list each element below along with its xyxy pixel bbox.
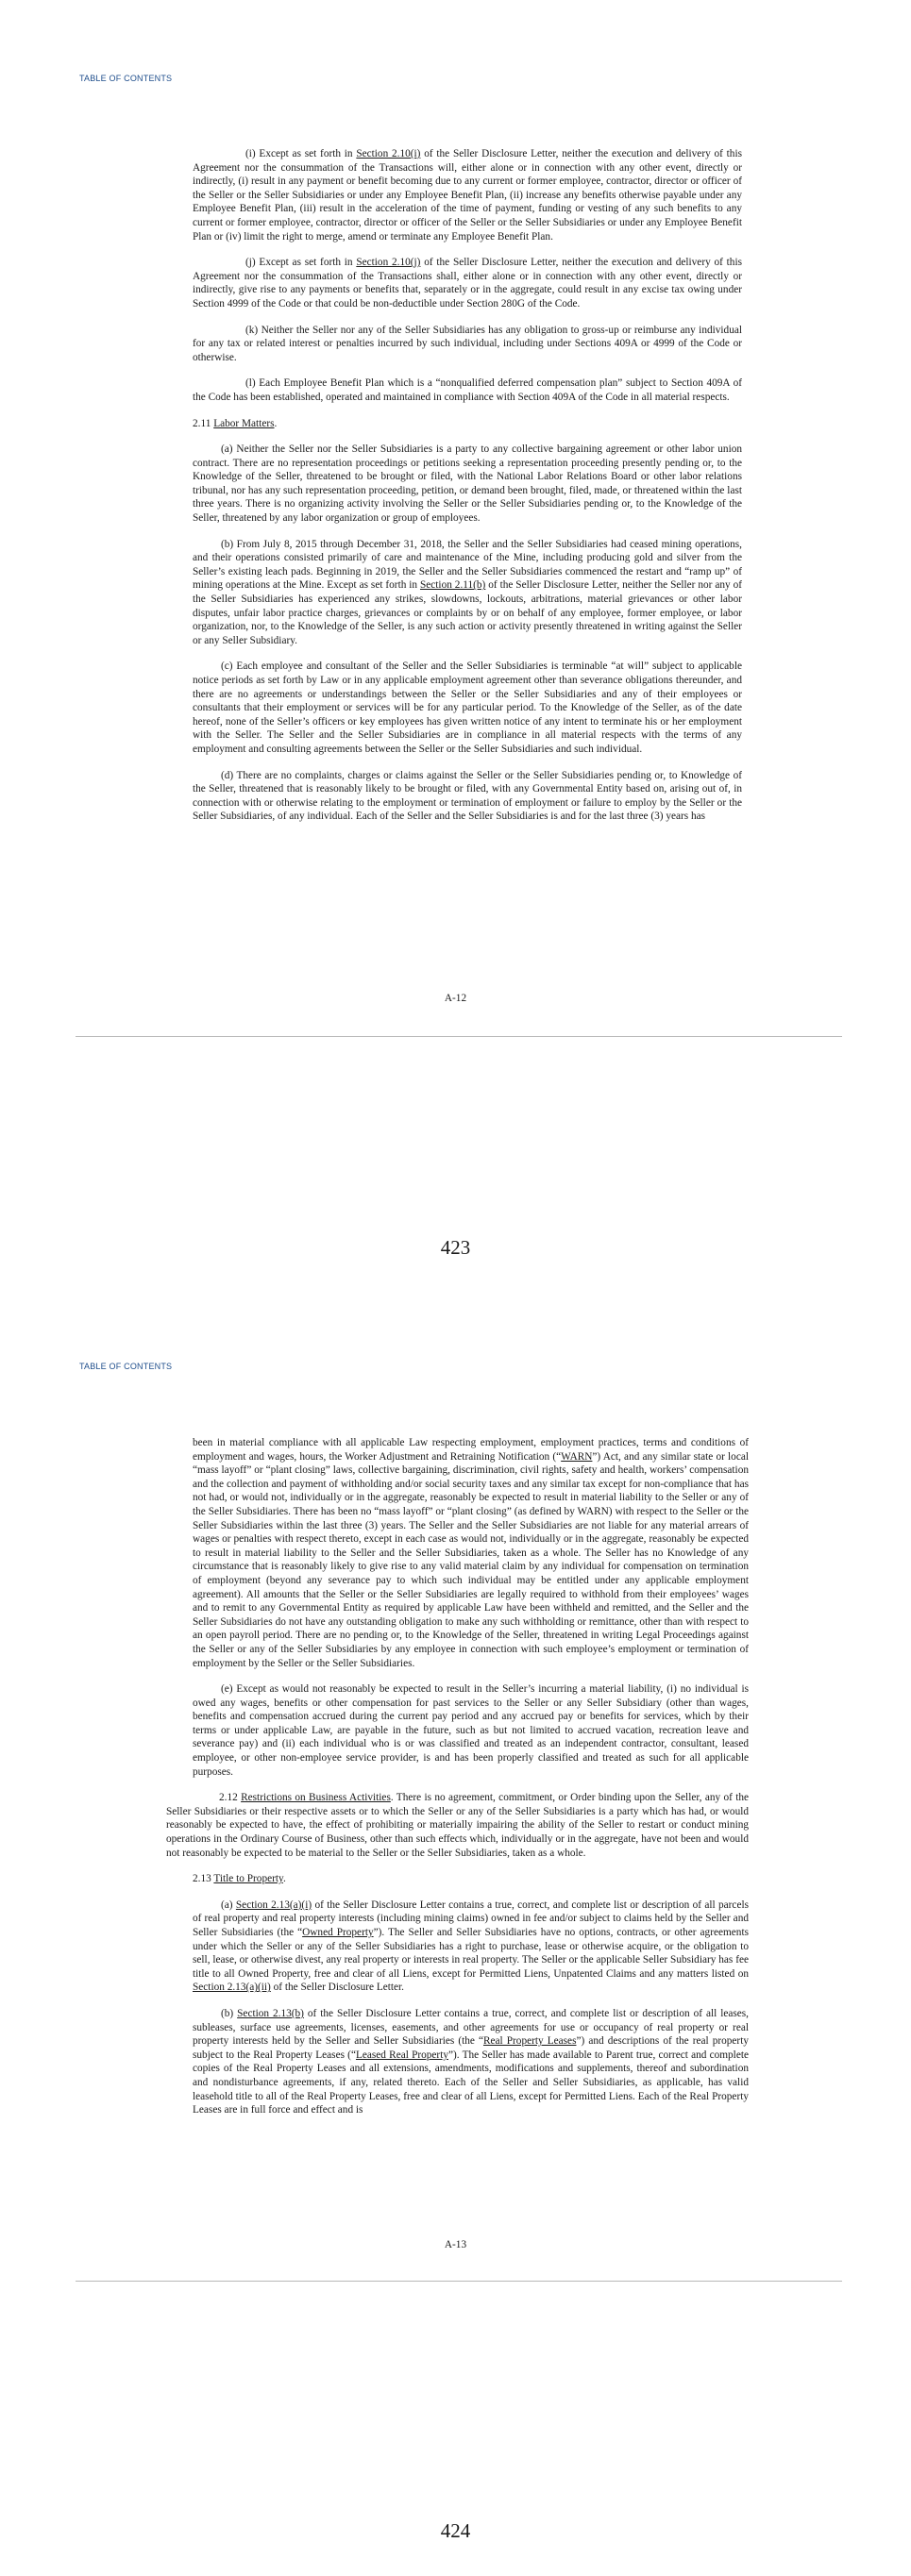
paragraph-2-13-b: (b) Section 2.13(b) of the Seller Disclosure Letter contains a true, correct, and complete list or description of all leases, subleases, surface use agreements, licenses, easements, and other agreements for use or occupancy of real property or real property interests held by the Seller and Seller Subsidiaries (the “Real Property Leases”) and descriptions of the real property subject to the Real Property Leases (“Leased Real Property”). The Seller has made available to Parent true, correct and complete copies of the Real Property Leases and all extensions, amendments, modifications and supplements, thereof and subordination and nondisturbance agreements, if any, related thereto. Each of the Seller and Seller Subsidiaries, as applicable, has valid leasehold title to all of the Real Property Leases, free and clear of all Liens, except for Permitted Liens. Each of the Real Property Leases are in full force and effect and is [193, 2007, 750, 2116]
section-2-13-b-link[interactable]: Section 2.13(b) [237, 2007, 304, 2019]
section-2-13-a-ii-link[interactable]: Section 2.13(a)(ii) [193, 1982, 271, 1994]
paragraph-2-10-i: (i) Except as set forth in Section 2.10(i) of the Seller Disclosure Letter, neither the execution and delivery of this Agreement nor the consummation of the Transactions will, either alone or in connection with any other event, directly or indirectly, (i) result in any payment or benefit becoming due to any current or former employee, contractor, director or officer of the Seller or the Seller Subsidiaries or under any Employee Benefit Plan, (ii) increase any benefits otherwise payable under any Employee Benefit Plan, (iii) result in the acceleration of the time of payment, funding or vesting of any such benefits to any current or former employee, contractor, director or officer of the Seller or the Seller Subsidiaries or under any Employee Benefit Plan or (iv) limit the right to merge, amend or terminate any Employee Benefit Plan. [193, 148, 742, 243]
page-divider-2 [76, 2281, 842, 2282]
paragraph-2-11-e: (e) Except as would not reasonably be expected to result in the Seller’s incurring a material liability, (i) no individual is owed any wages, benefits or other compensation for past services to the Seller or any Seller Subsidiary (other than wages, benefits and compensation accrued during the current pay period and any accrued pay or benefits for services, which by their terms or under applicable Law, are payable in the future, such as but not limited to accrued vacation, recreation leave and severance pay) and (ii) each individual who is or was classified and treated as an independent contractor, consultant, leased employee, or other non-employee service provider, is and has been properly classified and treated as such for all applicable purposes. [193, 1683, 749, 1778]
paragraph-2-10-l: (l) Each Employee Benefit Plan which is a “nonqualified deferred compensation plan” subject to Section 409A of the Code has been established, operated and maintained in compliance with Section 409A of the Code in all material respects. [193, 377, 742, 403]
paragraph-2-11-b: (b) From July 8, 2015 through December 31, 2018, the Seller and the Seller Subsidiaries had ceased mining operations, and their operations consisted primarily of care and maintenance of the Mine, including producing gold and silver from the Seller’s existing leach pads. Beginning in 2019, the Seller and the Seller Subsidiaries commenced the restart and “ramp up” of mining operations at the Mine. Except as set forth in Section 2.11(b) of the Seller Disclosure Letter, neither the Seller nor any of the Seller Subsidiaries has experienced any strikes, slowdowns, lockouts, arbitrations, material grievances or other labor disputes, unfair labor practice charges, grievances or complaints by or on behalf of any employee, former employee, or labor organization, nor, to the Knowledge of the Seller, is any such action or activity presently threatened in writing against the Seller or any Seller Subsidiary. [193, 538, 742, 646]
page-1-body [193, 147, 742, 836]
paragraph-2-10-j: (j) Except as set forth in Section 2.10(j) of the Seller Disclosure Letter, neither the execution and delivery of this Agreement nor the consummation of the Transactions shall, either alone or in connection with any other event, directly or indirectly, give rise to any payments or benefits that, separately or in the aggregate, could result in any excise tax owing under Section 4999 of the Code or that could be non-deductible under Section 280G of the Code. [193, 257, 742, 309]
document-page-2 [0, 1288, 911, 2576]
heading-2-13-title-to-property: 2.13 Title to Property. [193, 1873, 286, 1885]
page-2-body [166, 1436, 749, 2130]
page-number-424: 424 [440, 2519, 471, 2542]
page-divider [76, 1036, 842, 1037]
table-of-contents-link[interactable]: TABLE OF CONTENTS [79, 74, 173, 83]
section-2-10-i-link[interactable]: Section 2.10(i) [356, 148, 421, 159]
paragraph-2-10-k: (k) Neither the Seller nor any of the Seller Subsidiaries has any obligation to gross-up or reimburse any individual for any tax or related interest or penalties incurred by such individual, including under Sections 409A or 4999 of the Code or otherwise. [193, 324, 742, 363]
page-number-423: 423 [440, 1236, 471, 1259]
paragraph-2-11-a: (a) Neither the Seller nor the Seller Subsidiaries is a party to any collective bargaining agreement or other labor union contract. There are no representation proceedings or petitions seeking a representation proceeding presently pending or, to the Knowledge of the Seller, threatened to be brought or filed, with the National Labor Relations Board or other labor relations tribunal, nor has any such representation proceeding, petition, or demand been brought, filed, made, or threatened within the last three years. There is no organizing activity involving the Seller or the Seller Subsidiaries pending or, to the Knowledge of the Seller, threatened by any labor organization or group of employees. [193, 443, 742, 525]
page-footer-a12: A-12 [444, 993, 467, 1004]
heading-2-11-labor-matters: 2.11 Labor Matters. [193, 417, 278, 429]
section-2-13-a-i-link[interactable]: Section 2.13(a)(i) [235, 1899, 312, 1911]
section-2-11-b-link[interactable]: Section 2.11(b) [419, 579, 486, 592]
page-footer-a13: A-13 [444, 2239, 467, 2250]
paragraph-2-13-a: (a) Section 2.13(a)(i) of the Seller Disclosure Letter contains a true, correct, and complete list or description of all parcels of real property and real property interests (including mining claims) owned in fee and/or subject to claims held by the Seller and Seller Subsidiaries (the “Owned Property”). The Seller and Seller Subsidiaries have no options, contracts, or other agreements under which the Seller or any of the Seller Subsidiaries has a right to purchase, lease or otherwise acquire, or the obligation to sell, lease, or otherwise divest, any real property or interests in real property. The Seller or the applicable Seller Subsidiary has fee title to all Owned Property, free and clear of all Liens, except for Permitted Liens, Unpatented Claims and any matters listed on Section 2.13(a)(ii) of the Seller Disclosure Letter. [193, 1899, 749, 1994]
section-2-10-j-link[interactable]: Section 2.10(j) [356, 257, 421, 269]
table-of-contents-link-2[interactable]: TABLE OF CONTENTS [79, 1362, 173, 1371]
paragraph-2-11-d: (d) There are no complaints, charges or claims against the Seller or the Seller Subsidiaries pending or, to Knowledge of the Seller, threatened that is reasonably likely to be brought or filed, with any Governmental Entity based on, arising out of, in connection with or otherwise relating to the employment or termination of employment or failure to employ by the Seller or the Seller Subsidiaries, of any individual. Each of the Seller and the Seller Subsidiaries is and for the last three (3) years has [193, 769, 742, 823]
paragraph-2-11-d-continued: been in material compliance with all applicable Law respecting employment, employment practices, terms and conditions of employment and wages, hours, the Worker Adjustment and Retraining Notification (“WARN”) Act, and any similar state or local “mass layoff” or “plant closing” laws, collective bargaining, discrimination, civil rights, safety and health, workers’ compensation and the collection and payment of withholding and/or social security taxes and any similar tax except for non-compliance that has not had, or would not, individually or in the aggregate, reasonably be expected to result in material liability to the Seller or any of the Seller Subsidiaries. There has been no “mass layoff” or “plant closing” (as defined by WARN) with respect to the Seller or the Seller Subsidiaries within the last three (3) years. The Seller and the Seller Subsidiaries are not liable for any material arrears of wages or penalties with respect thereto, except in each case as would not, individually or in the aggregate, reasonably be expected to result in material liability to the Seller and the Seller Subsidiaries, taken as a whole. The Seller has no Knowledge of any circumstance that is reasonably likely to give rise to any valid material claim by any individual for compensation on termination of employment (beyond any severance pay to which such individual may be entitled under any applicable employment agreement). All amounts that the Seller or the Seller Subsidiaries are legally required to withhold from their employees’ wages and to remit to any Governmental Entity as required by applicable Law have been withheld and remitted, and the Seller and the Seller Subsidiaries do not have any outstanding obligation to make any such withholding or remittance, other than with respect to an open payroll period. There are no pending or, to the Knowledge of the Seller, threatened in writing Legal Proceedings against the Seller or any of the Seller Subsidiaries by any employee in connection with such employee’s employment or termination of employment by the Seller or the Seller Subsidiaries. [193, 1437, 749, 1669]
paragraph-2-11-c: (c) Each employee and consultant of the Seller and the Seller Subsidiaries is terminable “at will” subject to applicable notice periods as set forth by Law or in any applicable employment agreement other than severance obligations thereunder, and there are no agreements or understandings between the Seller or the Seller Subsidiaries and any of their employees or consultants that their employment or services will be for any particular period. To the Knowledge of the Seller, as of the date hereof, none of the Seller’s officers or key employees has given written notice of any intent to terminate his or her employment with the Seller. The Seller and the Seller Subsidiaries are in compliance in all material respects with the terms of any employment and consulting agreements between the Seller or the Seller Subsidiaries and such individual. [193, 661, 742, 755]
section-2-12-restrictions: 2.12 Restrictions on Business Activities. There is no agreement, commitment, or Order binding upon the Seller, any of the Seller Subsidiaries or their respective assets or to which the Seller or any of the Seller Subsidiaries is a party which has had, or would reasonably be expected to have, the effect of prohibiting or materially impairing the ability of the Seller to restart or conduct mining operations in the Ordinary Course of Business, other than such effects which, individually or in the aggregate, have not been and would not reasonably be expected to be material to the Seller or the Seller Subsidiaries, taken as a whole. [166, 1792, 750, 1859]
